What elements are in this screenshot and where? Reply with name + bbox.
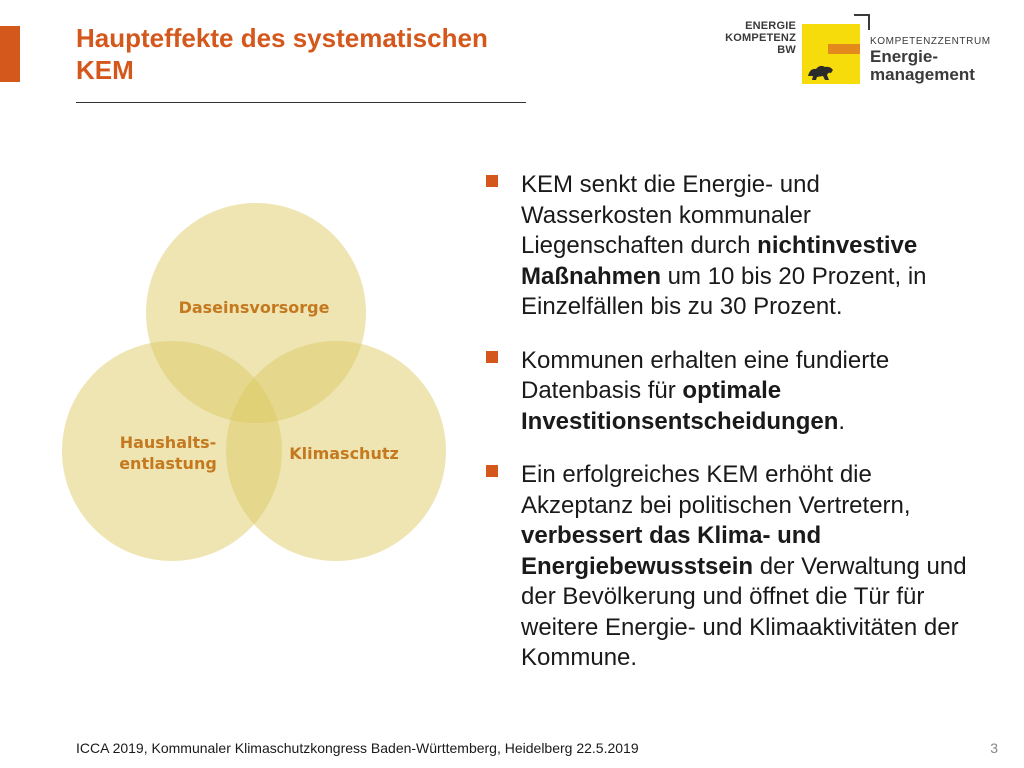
venn-label-left-line1: Haushalts- (119, 433, 217, 452)
venn-label-right: Klimaschutz (289, 444, 399, 463)
bullet-text: der Verwaltung und der Bevölkerung und öffnet die Tür für weitere Energie- und Klimaaktivitäten der Kommune. (521, 552, 967, 671)
bullet-square-icon (486, 465, 498, 477)
bullet-text: Ein erfolgreiches KEM erhöht die Akzeptanz bei politischen Vertretern, (521, 461, 911, 519)
bullet-bold-text: nichtinvestive Maßnahmen (521, 232, 918, 290)
footer-text: ICCA 2019, Kommunaler Klimaschutzkongress Baden-Württemberg, Heidelberg 22.5.2019 (76, 740, 639, 756)
lion-icon (806, 60, 836, 82)
slide-title (76, 22, 526, 86)
title-accent-bar (0, 26, 20, 82)
list-item (484, 460, 974, 674)
bullet-bold-text: verbessert das Klima- und Energiebewusstsein (521, 522, 822, 580)
list-item (484, 346, 974, 438)
logo-right-big1: Energie- (870, 47, 939, 66)
bullet-text: KEM senkt die Energie- und Wasserkosten kommunaler Liegenschaften durch (521, 171, 820, 259)
logo-right-small: KOMPETENZZENTRUM (870, 36, 991, 47)
venn-label-top: Daseinsvorsorge (178, 298, 330, 317)
logo-left-line3: BW (777, 44, 796, 56)
logo-corner-mark (854, 14, 870, 30)
bullet-square-icon (486, 175, 498, 187)
bullet-square-icon (486, 351, 498, 363)
logo (720, 14, 1010, 94)
bullet-text: . (838, 407, 846, 435)
bullet-bold-text: optimale Investitionsentscheidungen (521, 377, 839, 435)
logo-energiekompetenz-text (720, 20, 796, 56)
logo-left-line2: KOMPETENZ (725, 32, 796, 44)
list-item (484, 170, 974, 323)
bullet-text: Kommunen erhalten eine fundierte Datenbasis für (521, 346, 890, 404)
venn-label-left-line2: entlastung (119, 454, 217, 473)
slide-title-line2: KEM (76, 55, 134, 85)
bullet-list (484, 170, 974, 697)
title-divider (76, 102, 526, 103)
logo-orange-strip (828, 44, 860, 54)
logo-left-line1: ENERGIE (745, 20, 796, 32)
logo-right-big2: management (870, 65, 975, 84)
bullet-text: um 10 bis 20 Prozent, in Einzelfällen bis zu 30 Prozent. (521, 262, 927, 320)
logo-kompetenzzentrum-text (870, 36, 991, 84)
venn-diagram (56, 196, 456, 571)
slide-title-line1: Haupteffekte des systematischen (76, 23, 488, 53)
page-number: 3 (990, 740, 998, 756)
